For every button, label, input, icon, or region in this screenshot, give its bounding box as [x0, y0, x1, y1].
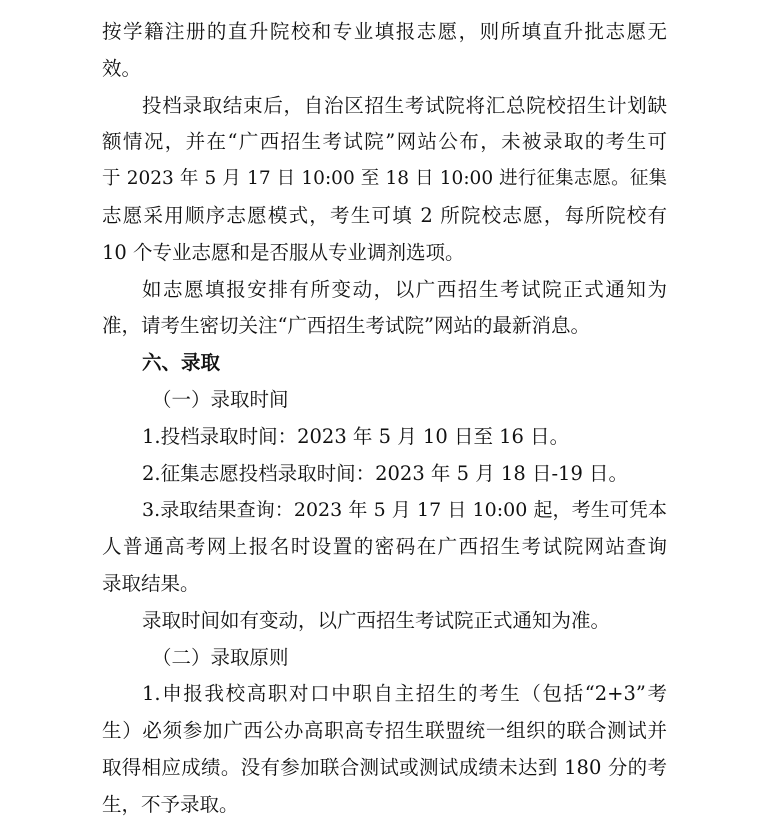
item-principle-line-1: 1.申报我校高职对口中职自主招生的考生（包括“2+3”考	[142, 682, 667, 706]
item-principle-line-2: 生）必须参加广西公办高职高专招生联盟统一组织的联合测试并	[102, 719, 667, 743]
item-principle-line-3: 取得相应成绩。没有参加联合测试或测试成绩未达到 180 分的考	[102, 755, 667, 779]
paragraph-change-notice-line-1: 如志愿填报安排有所变动，以广西招生考试院正式通知为	[142, 277, 667, 301]
item-filing-time: 1.投档录取时间：2023 年 5 月 10 日至 16 日。	[142, 424, 570, 448]
subheading-admission-time: （一）录取时间	[152, 387, 289, 411]
text-line-1: 按学籍注册的直升院校和专业填报志愿，则所填直升批志愿无	[102, 20, 667, 43]
paragraph-time-change: 录取时间如有变动，以广西招生考试院正式通知为准。	[142, 608, 611, 632]
item-principle-line-4: 生，不予录取。	[102, 792, 239, 816]
section-heading-admission: 六、录取	[142, 351, 221, 375]
paragraph-admission-end-line-3: 于 2023 年 5 月 17 日 10:00 至 18 日 10:00 进行征集志愿。征集	[102, 168, 667, 190]
paragraph-admission-end-line-4: 志愿采用顺序志愿模式，考生可填 2 所院校志愿，每所院校有	[102, 203, 667, 227]
paragraph-admission-end-line-2: 额情况，并在“广西招生考试院”网站公布，未被录取的考生可	[102, 130, 667, 154]
item-result-query-line-1: 3.录取结果查询：2023 年 5 月 17 日 10:00 起，考生可凭本	[142, 499, 667, 522]
paragraph-admission-end-line-5: 10 个专业志愿和是否服从专业调剂选项。	[102, 240, 465, 264]
item-supplementary-time: 2.征集志愿投档录取时间：2023 年 5 月 18 日-19 日。	[142, 461, 629, 485]
item-result-query-line-3: 录取结果。	[102, 571, 200, 595]
text-line-2: 效。	[102, 56, 142, 80]
item-result-query-line-2: 人普通高考网上报名时设置的密码在广西招生考试院网站查询	[102, 535, 667, 559]
paragraph-admission-end-line-1: 投档录取结束后，自治区招生考试院将汇总院校招生计划缺	[142, 93, 667, 117]
paragraph-change-notice-line-2: 准，请考生密切关注“广西招生考试院”网站的最新消息。	[102, 314, 590, 338]
document-page	[102, 14, 667, 824]
subheading-admission-principle: （二）录取原则	[152, 645, 289, 669]
